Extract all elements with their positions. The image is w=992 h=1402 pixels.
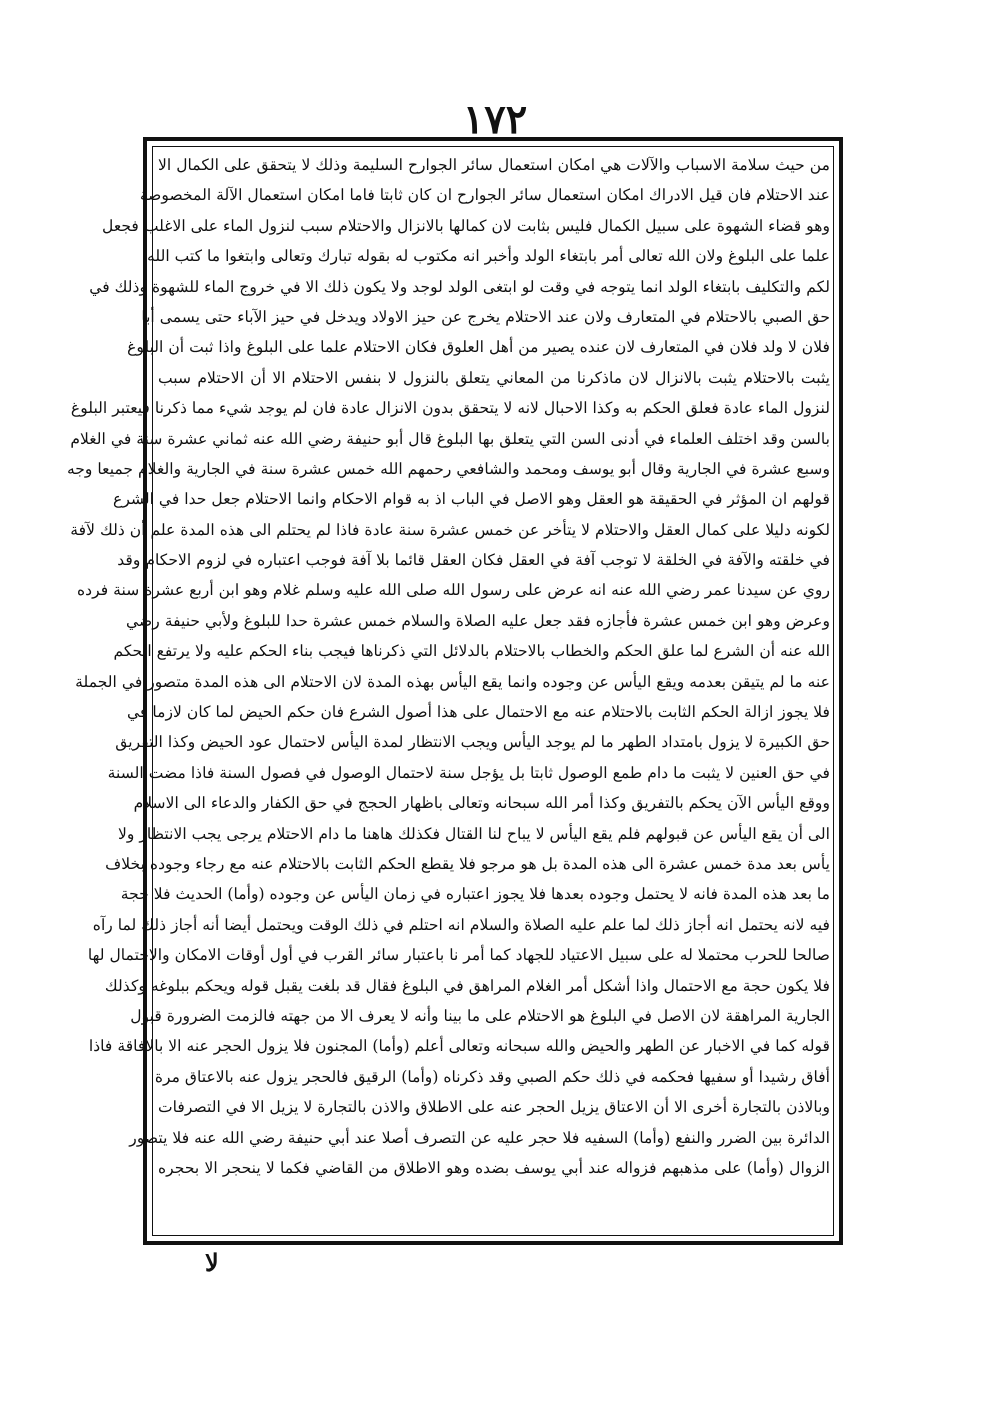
text-line: فلان لا ولد فلان في المتعارف لان عنده يصير من أهل العلوق فكان الاحتلام علما على البلوغ واذا ثبت أن البلوغ bbox=[127, 338, 830, 357]
text-line: روي عن سيدنا عمر رضي الله عنه انه عرض على رسول الله صلى الله عليه وسلم غلام وهو ابن أربع عشرة سنة فرده bbox=[77, 581, 830, 600]
text-line: وبالاذن بالتجارة أخرى الا أن الاعتاق يزيل الحجر عنه على الاطلاق والاذن بالتجارة لا يزيل الا في التصرفات bbox=[158, 1098, 830, 1117]
text-line: في حق العنين لا يثبت ما دام طمع الوصول ثابتا بل يؤجل سنة لاحتمال الوصول في فصول السنة فاذا مضت السنة bbox=[107, 763, 830, 782]
text-line: بالسن وقد اختلف العلماء في أدنى السن التي يتعلق بها البلوغ قال أبو حنيفة رضي الله عنه ثماني عشرة سنة في الغلام bbox=[70, 429, 830, 448]
text-line: ووقع اليأس الآن يحكم بالتفريق وكذا أمر الله سبحانه وتعالى باظهار الحجج في حق الكفار والدعاء الى الاسلام bbox=[133, 794, 830, 813]
page-number: ١٧٢ bbox=[462, 96, 528, 143]
text-line: يأس بعد مدة خمس عشرة الى هذه المدة بل هو مرجو فلا يقطع الحكم الثابت بالاحتلام عنه مع رجاء وجوده بخلاف bbox=[105, 854, 830, 873]
text-line: قوله كما في الاخبار عن الطهر والحيض والله سبحانه وتعالى أعلم (وأما) المجنون فلا يزول الحجر عنه الا بالافاقة فاذا bbox=[88, 1037, 830, 1056]
text-line: فلا يكون حجة مع الاحتمال واذا أشكل أمر الغلام المراهق في البلوغ فقال قد بلغت يقبل قوله ويحكم ببلوغه وكذلك bbox=[104, 976, 830, 995]
text-line: عنه ما لم يتيقن بعدمه ويقع اليأس عن وجوده وانما يقع اليأس بهذه المدة لان الاحتلام الى هذه المدة متصور في الجملة bbox=[75, 672, 830, 691]
text-line: وسبع عشرة في الجارية وقال أبو يوسف ومحمد والشافعي رحمهم الله خمس عشرة سنة في الجارية والغلام جميعا وجه bbox=[66, 459, 830, 478]
text-line: من حيث سلامة الاسباب والآلات هي امكان استعمال سائر الجوارح السليمة وذلك لا يتحقق على الكمال الا bbox=[158, 156, 830, 174]
text-line: وعرض وهو ابن خمس عشرة فأجازه فقد جعل عليه الصلاة والسلام خمس عشرة حدا للبلوغ ولأبي حنيفة رضي bbox=[126, 611, 830, 630]
text-line: حق الكبيرة لا يزول بامتداد الطهر ما لم يوجد اليأس ويجب الانتظار لمدة اليأس لاحتمال عود الحيض وكذا التفريق bbox=[115, 733, 830, 752]
catchword: لا bbox=[205, 1248, 219, 1277]
text-line: الزوال (وأما) على مذهبهم فزواله عند أبي يوسف بضده وهو الاطلاق من القاضي فكما لا ينحجر الا بحجره bbox=[158, 1158, 830, 1177]
text-line: ما بعد هذه المدة فانه لا يحتمل وجوده بعدها فلا يجوز اعتباره في زمان اليأس عن وجوده (وأما) الحديث فلا حجة bbox=[120, 885, 830, 904]
text-line: فلا يجوز ازالة الحكم الثابت بالاحتلام عنه مع الاحتمال على هذا أصول الشرع فان حكم الحيض لما كان لازما في bbox=[127, 703, 830, 722]
text-line: قولهم ان المؤثر في الحقيقة هو العقل وهو الاصل في الباب اذ به قوام الاحكام وانما الاحتلام جعل حدا في الشرع bbox=[113, 490, 830, 509]
text-line: الى أن يقع اليأس عن قبولهم فلم يقع اليأس لا يباح لنا القتال فكذلك هاهنا ما دام الاحتلام يرجى يجب الانتظار ولا bbox=[117, 824, 830, 843]
text-line: في خلقته والآفة في الخلقة لا توجب آفة في العقل فكان العقل قائما بلا آفة فوجب اعتباره في لزوم الاحكام وقد bbox=[117, 551, 830, 570]
text-line: الجارية المراهقة لان الاصل في البلوغ هو الاحتلام على ما بينا وأنه لا يعرف الا من جهته فالزمت الضرورة قبول bbox=[130, 1006, 830, 1025]
text-line: الله عنه أن الشرع لما علق الحكم والخطاب بالاحتلام بالدلائل التي ذكرناها فيجب بناء الحكم عليه ولا يرتفع الحكم bbox=[113, 642, 830, 661]
text-line: صالحا للحرب محتملا له على سبيل الاعتياد للجهاد كما أمر نا باعتبار سائر القرب في أول أوقات الامكان والاحتمال لها bbox=[87, 946, 830, 965]
text-line: عند الاحتلام فان قيل الادراك امكان استعمال سائر الجوارح ان كان ثابتا فاما امكان استعمال الآلة المخصوصة bbox=[139, 186, 830, 205]
text-line: لكونه دليلا على كمال العقل والاحتلام لا يتأخر عن خمس عشرة سنة عادة فاذا لم يحتلم الى هذه المدة علم أن ذلك لآفة bbox=[70, 520, 830, 539]
main-text bbox=[66, 150, 830, 1235]
text-line: أفاق رشيدا أو سفيها فحكمه في ذلك حكم الصبي وقد ذكرناه (وأما) الرقيق فالحجر يزول عنه بالاعتاق مرة bbox=[154, 1067, 830, 1086]
text-line: لكم والتكليف بابتغاء الولد انما يتوجه في وقت لو ابتغى الولد لوجد ولا يكون ذلك الا في خروج الماء للشهوة وذلك في bbox=[89, 277, 830, 296]
text-line: حق الصبي بالاحتلام في المتعارف ولان عند الاحتلام يخرج عن حيز الاولاد ويدخل في حيز الآباء حتى يسمى أبا bbox=[141, 307, 830, 326]
text-line: فيه لانه يحتمل انه أجاز ذلك لما علم عليه الصلاة والسلام انه احتلم في ذلك الوقت ويحتمل أيضا أنه أجاز ذلك لما رآه bbox=[92, 915, 830, 934]
text-line: وهو قضاء الشهوة على سبيل الكمال فليس بثابت لان كمالها بالانزال والاحتلام سبب لنزول الماء على الاغلب فجعل bbox=[102, 216, 830, 235]
text-line: علما على البلوغ ولان الله تعالى أمر بابتغاء الولد وأخبر انه مكتوب له بقوله تبارك وتعالى وابتغوا ما كتب الله bbox=[147, 247, 830, 266]
text-line: لنزول الماء عادة فعلق الحكم به وكذا الاحبال لانه لا يتحقق بدون الانزال عادة فان لم يوجد شيء مما ذكرنا فيعتبر البلوغ bbox=[70, 399, 830, 418]
text-line: يثبت بالاحتلام يثبت بالانزال لان ماذكرنا من المعاني يتعلق بالنزول لا بنفس الاحتلام الا أن الاحتلام سبب bbox=[158, 368, 830, 387]
text-line: الدائرة بين الضرر والنفع (وأما) السفيه فلا حجر عليه عن التصرف أصلا عند أبي حنيفة رضي الله عنه فلا يتصور bbox=[129, 1128, 830, 1147]
